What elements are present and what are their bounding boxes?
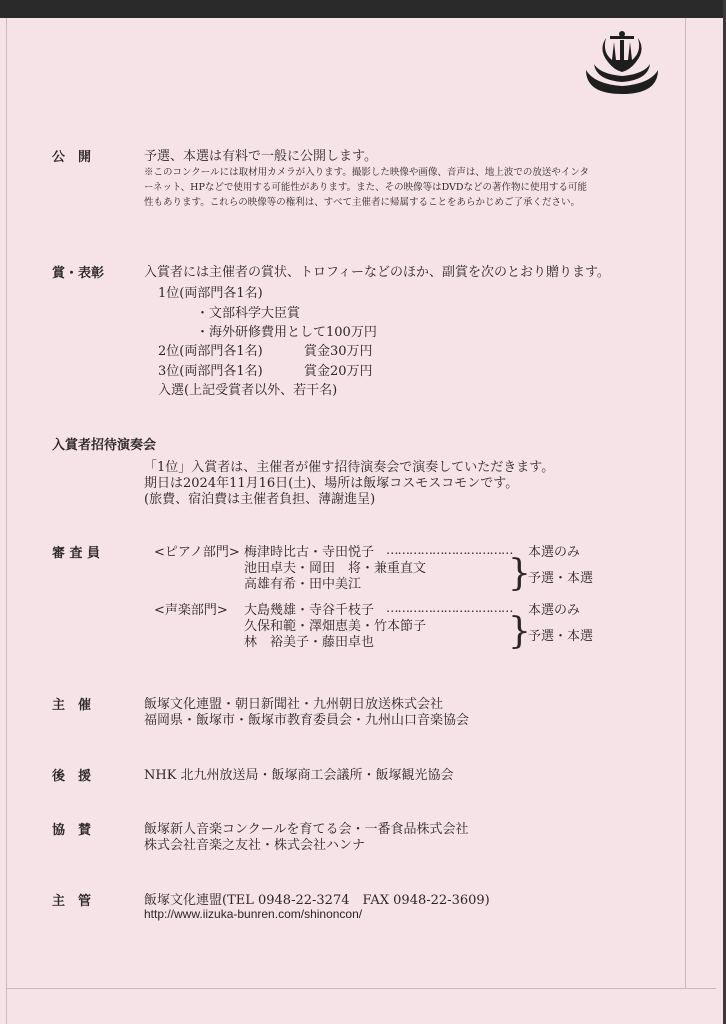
concert-line-2: 期日は2024年11月16日(土)、場所は飯塚コスモスコモンです。 xyxy=(144,476,519,491)
judges-vocal-line-3: 林 裕美子・藤田卓也 xyxy=(244,635,375,650)
award-first-prize-2: ・海外研修費用として100万円 xyxy=(196,325,377,340)
judges-vocal-dept: <声楽部門> xyxy=(154,603,228,618)
vocal-group-brace: } xyxy=(508,611,531,652)
judges-piano-group-note: 予選・本選 xyxy=(528,571,594,586)
host-line-1: 飯塚文化連盟・朝日新聞社・九州朝日放送株式会社 xyxy=(144,697,444,712)
section-label-concert: 入賞者招待演奏会 xyxy=(52,438,157,453)
section-label-sponsor: 協 賛 xyxy=(52,823,92,838)
award-third: 3位(両部門各1名) xyxy=(158,364,263,379)
section-label-judges: 審 査 員 xyxy=(52,546,101,561)
organizer-line-1: 飯塚文化連盟(TEL 0948-22-3274 FAX 0948-22-3609) xyxy=(144,893,490,908)
host-line-2: 福岡県・飯塚市・飯塚市教育委員会・九州山口音楽協会 xyxy=(144,713,470,728)
section-label-awards: 賞・表彰 xyxy=(52,266,105,281)
award-first: 1位(両部門各1名) xyxy=(158,286,263,301)
concert-line-1: 「1位」入賞者は、主催者が催す招待演奏会で演奏していただきます。 xyxy=(144,460,555,475)
piano-group-brace: } xyxy=(508,553,531,594)
judges-vocal-line-1-note: 本選のみ xyxy=(528,603,581,618)
judges-vocal-line-1: 大島幾雄・寺谷千枝子 xyxy=(244,603,375,618)
sponsor-line-1: 飯塚新人音楽コンクールを育てる会・一番食品株式会社 xyxy=(144,822,469,837)
top-frame-edge xyxy=(0,0,726,18)
public-text: 予選、本選は有料で一般に公開します。 xyxy=(144,149,377,164)
judges-vocal-leader-dots: …………………………… xyxy=(386,600,513,615)
awards-intro: 入賞者には主催者の賞状、トロフィーなどのほか、副賞を次のとおり贈ります。 xyxy=(144,265,610,280)
section-label-support: 後 援 xyxy=(52,769,92,784)
sponsor-line-2: 株式会社音楽之友社・株式会社ハンナ xyxy=(144,838,366,853)
concert-line-3: (旅費、宿泊費は主催者負担、薄謝進呈) xyxy=(144,492,376,507)
award-third-prize: 賞金20万円 xyxy=(304,364,373,379)
judges-piano-line-3: 高雄有希・田中美江 xyxy=(244,577,362,592)
organizer-url-link[interactable]: http://www.iizuka-bunren.com/shinoncon/ xyxy=(144,907,363,921)
section-label-organizer: 主 管 xyxy=(52,894,92,909)
page-border-left xyxy=(6,18,7,1024)
judges-vocal-group-note: 予選・本選 xyxy=(528,629,594,644)
page-border-bottom xyxy=(6,988,716,989)
judges-piano-line-2: 池田卓夫・岡田 将・兼重直文 xyxy=(244,561,427,576)
section-label-public: 公 開 xyxy=(52,150,92,165)
award-selected: 入選(上記受賞者以外、若干名) xyxy=(158,383,338,398)
judges-piano-line-1: 梅津時比古・寺田悦子 xyxy=(244,545,375,560)
judges-piano-line-1-note: 本選のみ xyxy=(528,545,581,560)
award-second: 2位(両部門各1名) xyxy=(158,344,263,359)
public-note: ※このコンクールには取材用カメラが入ります。撮影した映像や画像、音声は、地上波での放送やインターネット、HPなどで使用する可能性があります。また、その映像等はDVDなどの著作物に使用する可能性もあります。これらの映像等の権利は、すべて主催者に帰属することをあらかじめご了承ください。 xyxy=(144,167,589,208)
award-second-prize: 賞金30万円 xyxy=(304,344,373,359)
page-border-right xyxy=(685,18,686,989)
section-label-host: 主 催 xyxy=(52,698,92,713)
award-first-prize-1: ・文部科学大臣賞 xyxy=(196,306,301,321)
judges-piano-leader-dots: …………………………… xyxy=(386,542,513,557)
support-line-1: NHK 北九州放送局・飯塚商工会議所・飯塚観光協会 xyxy=(144,768,454,783)
judges-vocal-line-2: 久保和範・澤畑恵美・竹本節子 xyxy=(244,619,427,634)
lyre-emblem-icon xyxy=(584,30,660,94)
judges-piano-dept: <ピアノ部門> xyxy=(154,545,240,560)
